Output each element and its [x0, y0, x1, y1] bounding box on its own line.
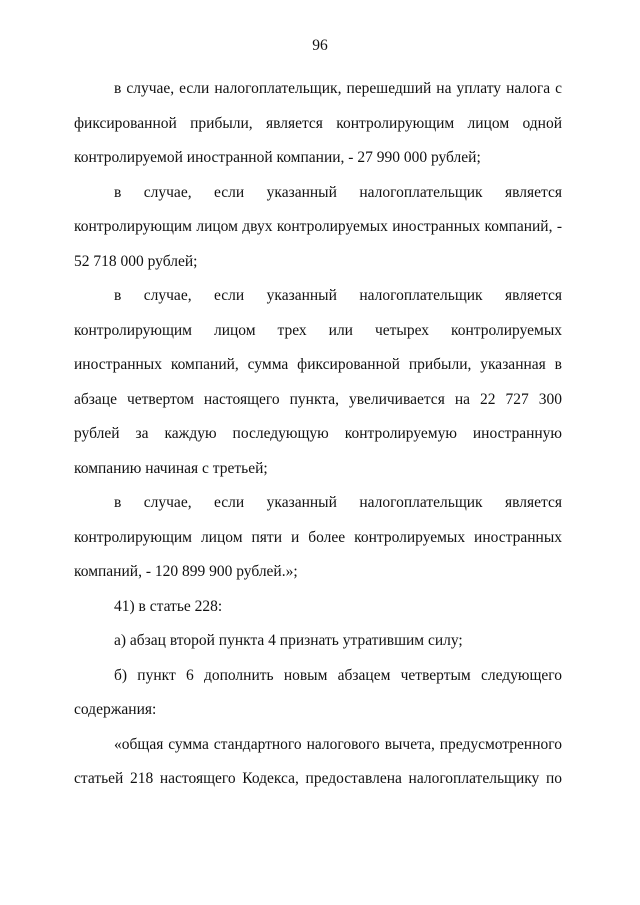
- paragraph-five-plus-companies: в случае, если указанный налогоплательщик является контролирующим лицом пяти и более контролируемых иностранных компаний, - 120 899 900 рублей.»;: [74, 494, 562, 580]
- paragraph-three-four-companies: в случае, если указанный налогоплательщик является контролирующим лицом трех или четырех контролируемых иностранных компаний, сумма фиксированной прибыли, указанная в абзаце четвертом настоящего пункта, увеличивается на 22 727 300 рублей за каждую последующую контролируемую иностранную компанию начиная с третьей;: [74, 287, 562, 477]
- paragraph-fixed-profit-one-company: в случае, если налогоплательщик, перешедший на уплату налога с фиксированной прибыли, является контролирующим лицом одной контролируемой иностранной компании, - 27 990 000 рублей;: [74, 80, 562, 166]
- paragraph-article-228: 41) в статье 228:: [114, 597, 223, 615]
- paragraph-item-a: а) абзац второй пункта 4 признать утратившим силу;: [114, 632, 463, 649]
- paragraph-two-companies: в случае, если указанный налогоплательщик является контролирующим лицом двух контролируемых иностранных компаний, - 52 718 000 рублей;: [74, 183, 562, 270]
- document-body: [74, 72, 562, 797]
- paragraph-quoted-amendment: «общая сумма стандартного налогового вычета, предусмотренного статьей 218 настоящего Кодекса, предоставлена налогоплательщику по: [74, 735, 562, 787]
- page-number: 96: [312, 37, 328, 54]
- paragraph-item-b: б) пункт 6 дополнить новым абзацем четвертым следующего содержания:: [74, 666, 562, 718]
